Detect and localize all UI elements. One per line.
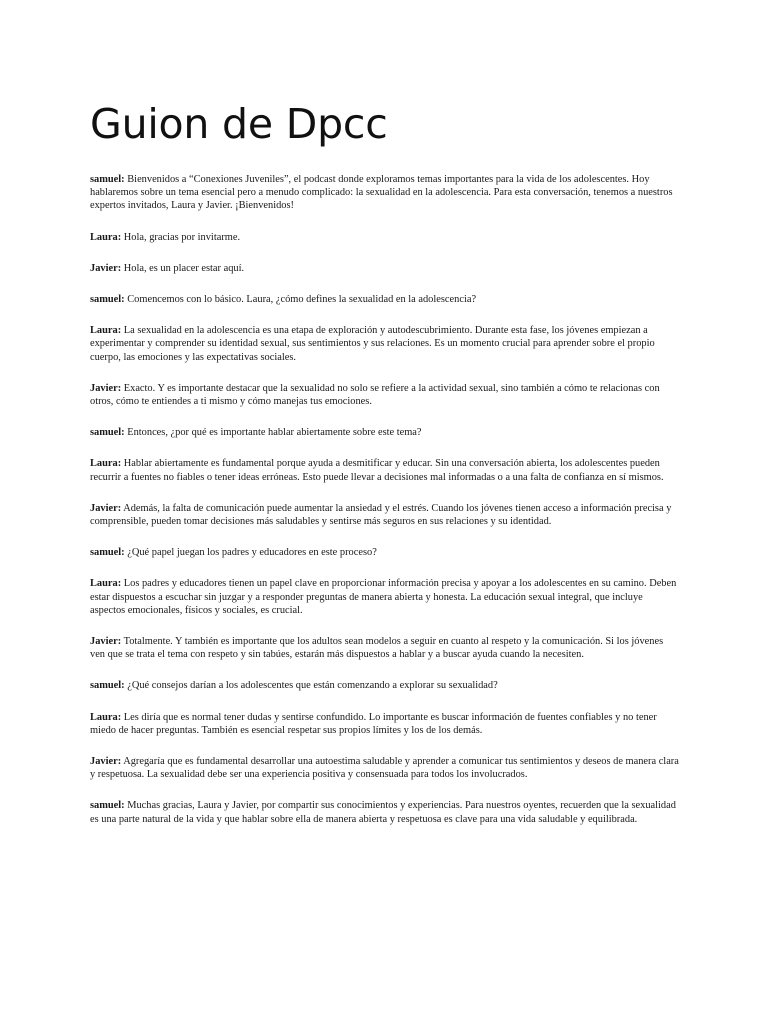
- dialogue-body: [90, 173, 680, 844]
- dialogue-paragraph: [90, 457, 680, 483]
- dialogue-text: Además, la falta de comunicación puede aumentar la ansiedad y el estrés. Cuando los jóvenes tienen acceso a información precisa y comprensible, pueden tomar decisiones más saludables y sentirse más seguros en sus relaciones y su identidad.: [90, 502, 672, 528]
- speaker-name: Javier:: [90, 262, 122, 274]
- speaker-name: Javier:: [90, 636, 122, 648]
- speaker-name: Laura:: [90, 458, 122, 470]
- speaker-name: Javier:: [90, 382, 122, 394]
- dialogue-paragraph: [90, 324, 680, 364]
- dialogue-text: Hablar abiertamente es fundamental porque ayuda a desmitificar y educar. Sin una conversación abierta, los adolescentes pueden recurrir a fuentes no fiables o tener ideas erróneas. Esto puede llevar a decisiones mal informadas o a una falta de confianza en sí mismos.: [90, 458, 664, 483]
- dialogue-paragraph: [90, 426, 680, 439]
- document-title: Guion de Dpcc: [90, 100, 388, 148]
- speaker-name: Laura:: [90, 578, 122, 590]
- dialogue-paragraph: [90, 262, 680, 275]
- dialogue-paragraph: [90, 293, 680, 306]
- speaker-name: Javier:: [90, 502, 122, 514]
- speaker-name: samuel:: [90, 427, 125, 439]
- dialogue-paragraph: [90, 799, 680, 825]
- speaker-name: samuel:: [90, 547, 125, 559]
- dialogue-text: Agregaría que es fundamental desarrollar una autoestima saludable y aprender a comunicar tus sentimientos y deseos de manera clara y respetuosa. La sexualidad debe ser una experiencia positiva y consensuada para todos los involucrados.: [90, 756, 679, 781]
- dialogue-text: Hola, gracias por invitarme.: [123, 231, 241, 243]
- dialogue-text: Les diría que es normal tener dudas y sentirse confundido. Lo importante es buscar información de fuentes confiables y no tener miedo de hacer preguntas. También es esencial respetar sus propios límites y los de los demás.: [90, 711, 657, 736]
- speaker-name: samuel:: [90, 800, 125, 812]
- speaker-name: samuel:: [90, 680, 125, 692]
- dialogue-text: Comencemos con lo básico. Laura, ¿cómo defines la sexualidad en la adolescencia?: [127, 294, 477, 306]
- speaker-name: samuel:: [90, 294, 125, 306]
- speaker-name: Javier:: [90, 756, 122, 768]
- speaker-name: Laura:: [90, 711, 122, 723]
- dialogue-text: Muchas gracias, Laura y Javier, por compartir sus conocimientos y experiencias. Para nuestros oyentes, recuerden que la sexualidad es una parte natural de la vida y que hablar sobre ella de manera abierta y respetuosa es clave para una vida saludable y equilibrada.: [90, 800, 676, 825]
- dialogue-text: ¿Qué papel juegan los padres y educadores en este proceso?: [127, 547, 377, 559]
- dialogue-text: Bienvenidos a “Conexiones Juveniles”, el podcast donde exploramos temas importantes para la vida de los adolescentes. Hoy hablaremos sobre un tema esencial pero a menudo complicado: la sexualidad en la adolescencia. Para esta conversación, tenemos a nuestros expertos invitados, Laura y Javier. ¡Bienvenidos!: [90, 174, 673, 212]
- speaker-name: Laura:: [90, 231, 122, 243]
- dialogue-paragraph: [90, 679, 680, 692]
- dialogue-paragraph: [90, 755, 680, 781]
- dialogue-paragraph: [90, 577, 680, 617]
- dialogue-paragraph: [90, 711, 680, 737]
- dialogue-text: Los padres y educadores tienen un papel clave en proporcionar información precisa y apoyar a los adolescentes en su camino. Deben estar dispuestos a escuchar sin juzgar y a responder preguntas de manera abierta y honesta. La educación sexual integral, que incluye aspectos emocionales, físicos y sociales, es crucial.: [90, 578, 677, 616]
- dialogue-paragraph: [90, 382, 680, 408]
- dialogue-text: La sexualidad en la adolescencia es una etapa de exploración y autodescubrimiento. Durante esta fase, los jóvenes empiezan a experimentar y comprender su identidad sexual, sus sentimientos y sus relaciones. Es un momento crucial para aprender sobre el propio cuerpo, las emociones y las expectativas sociales.: [90, 325, 655, 363]
- dialogue-text: ¿Qué consejos darían a los adolescentes que están comenzando a explorar su sexualidad?: [127, 680, 498, 692]
- dialogue-text: Totalmente. Y también es importante que los adultos sean modelos a seguir en cuanto al respeto y la comunicación. Si los jóvenes ven que se trata el tema con respeto y sin tabúes, estarán más dispuestos a hablar y a buscar ayuda cuando la necesiten.: [90, 636, 664, 661]
- dialogue-text: Entonces, ¿por qué es importante hablar abiertamente sobre este tema?: [127, 427, 422, 439]
- dialogue-text: Hola, es un placer estar aquí.: [123, 262, 245, 274]
- dialogue-paragraph: [90, 502, 680, 528]
- dialogue-paragraph: [90, 546, 680, 559]
- speaker-name: samuel:: [90, 174, 125, 185]
- dialogue-text: Exacto. Y es importante destacar que la sexualidad no solo se refiere a la actividad sexual, sino también a cómo te relacionas con otros, cómo te entiendes a ti mismo y cómo manejas tus emociones.: [90, 382, 660, 408]
- dialogue-paragraph: [90, 231, 680, 244]
- dialogue-paragraph: [90, 635, 680, 661]
- dialogue-paragraph: [90, 173, 680, 213]
- speaker-name: Laura:: [90, 325, 122, 337]
